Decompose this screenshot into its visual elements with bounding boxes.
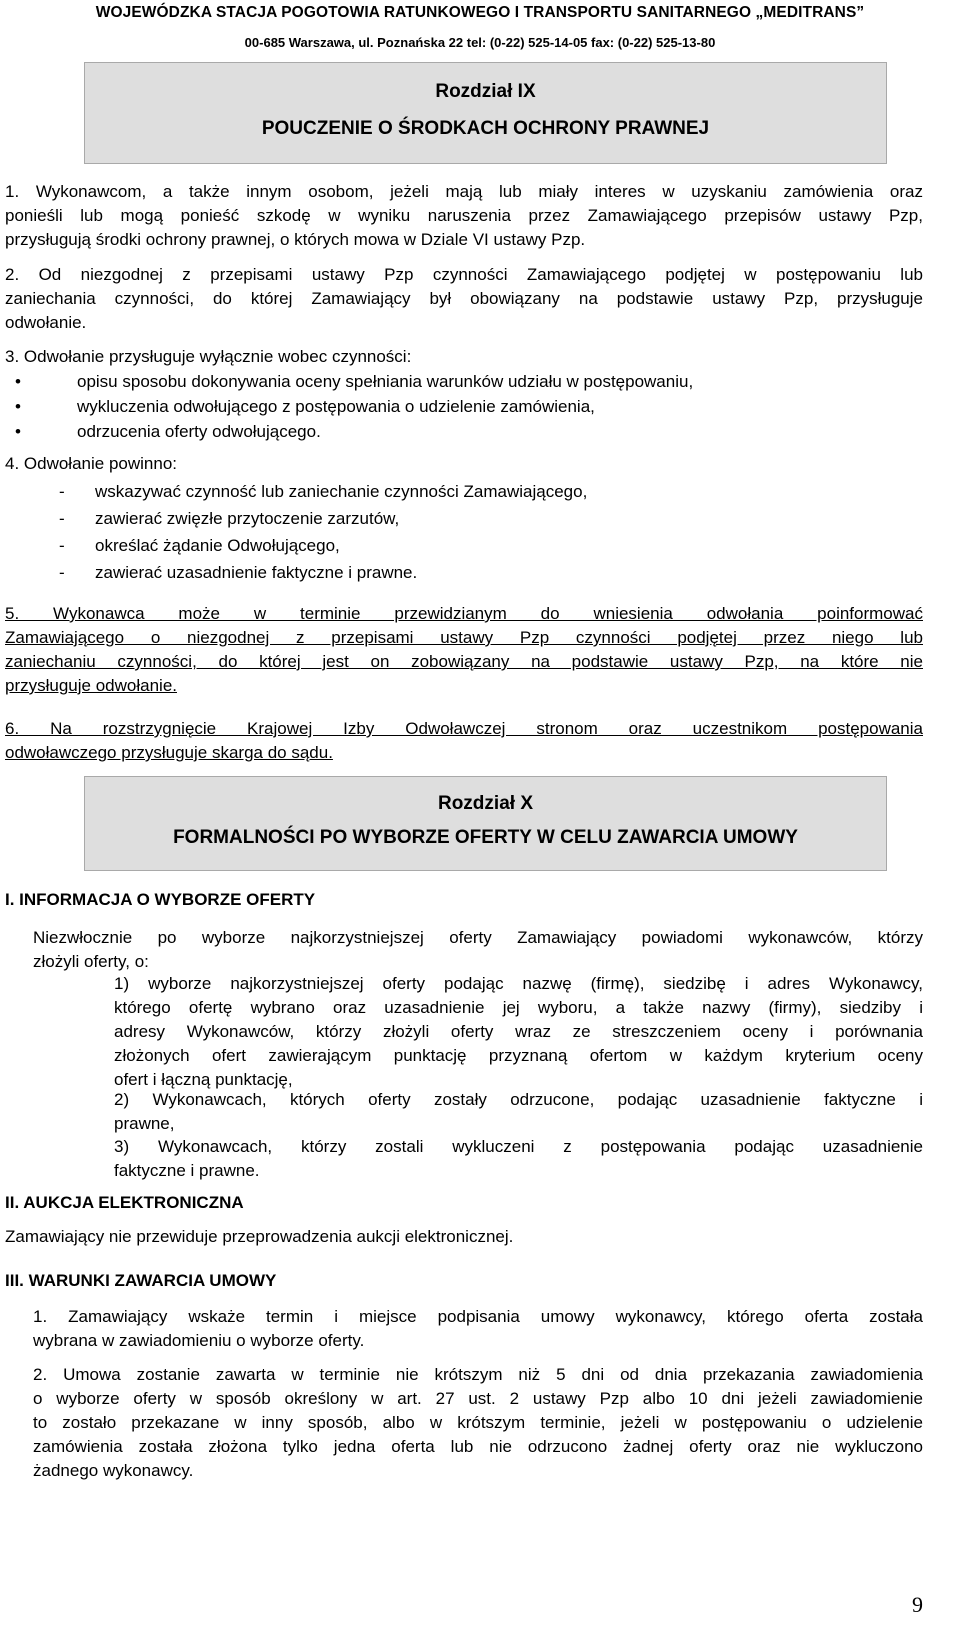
text-line: zaniechaniu czynności, do której jest on zobowiązany na podstawie ustawy Pzp, na które nie: [5, 652, 923, 671]
section-1-heading: I. INFORMACJA O WYBORZE OFERTY: [5, 890, 316, 909]
dash-text: zawierać zwięzłe przytoczenie zarzutów,: [95, 509, 400, 528]
text-line: adresy Wykonawców, którzy złożyli oferty wraz ze streszczeniem oceny i porównania: [114, 1022, 923, 1041]
bullet-text: odrzucenia oferty odwołującego.: [77, 422, 321, 441]
text-line: Zamawiającego o niezgodnej z przepisami ustawy Pzp czynności podjętej przez niego lub: [5, 628, 923, 647]
text-line: 5. Wykonawca może w terminie przewidzianym do wniesienia odwołania poinformować: [5, 604, 923, 623]
text-line: to zostało przekazane w inny sposób, albo w krótszym terminie, jeżeli w postępowaniu o udzielenie: [33, 1413, 923, 1432]
chapter-10-number: Rozdział X: [437, 793, 533, 814]
dash-list-item: [59, 561, 418, 585]
bullet-text: wykluczenia odwołującego z postępowania o udzielenie zamówienia,: [77, 397, 595, 416]
text-line: 2. Umowa zostanie zawarta w terminie nie krótszym niż 5 dni od dnia przekazania zawiadomienia: [33, 1365, 923, 1384]
section-3-heading: III. WARUNKI ZAWARCIA UMOWY: [5, 1271, 277, 1290]
dash-text: wskazywać czynność lub zaniechanie czynności Zamawiającego,: [95, 482, 588, 501]
section-1-item-3: [114, 1135, 923, 1183]
ch9-paragraph-2: [5, 263, 923, 335]
text-line: 2. Od niezgodnej z przepisami ustawy Pzp czynności Zamawiającego podjętej w postępowaniu lub: [5, 265, 923, 284]
bullet-icon: •: [15, 372, 21, 391]
bullet-list-item: [15, 395, 595, 419]
text-line: Niezwłocznie po wyborze najkorzystniejszej oferty Zamawiający powiadomi wykonawców, którzy: [33, 928, 923, 947]
text-line: prawne,: [114, 1114, 175, 1133]
page-number: 9: [912, 1592, 923, 1617]
section-2-text: Zamawiający nie przewiduje przeprowadzenia aukcji elektronicznej.: [5, 1227, 514, 1246]
section-1-intro: [33, 926, 923, 974]
ch9-paragraph-1: [5, 180, 923, 252]
text-line: przysługuje odwołanie.: [5, 676, 177, 695]
section-3-paragraph-2: [33, 1363, 923, 1483]
text-line: przysługują środki ochrony prawnej, o których mowa w Dziale VI ustawy Pzp.: [5, 230, 586, 249]
text-line: żadnego wykonawcy.: [33, 1461, 194, 1480]
dash-list-item: [59, 480, 588, 504]
chapter-10-box: [84, 776, 887, 871]
text-line: złożonych ofert zawierającym punktację przyznaną ofertom w każdym kryterium oceny: [114, 1046, 923, 1065]
text-line: ofert i łączną punktację,: [114, 1070, 293, 1089]
dash-icon: -: [59, 482, 65, 501]
section-1-item-1: [114, 972, 923, 1092]
text-line: odwoławczego przysługuje skarga do sądu.: [5, 743, 333, 762]
text-line: złożyli oferty, o:: [33, 952, 149, 971]
dash-text: określać żądanie Odwołującego,: [95, 536, 340, 555]
text-line: zamówienia została złożona tylko jedna oferta lub nie odrzucono żadnej oferty oraz nie wykluczono: [33, 1437, 923, 1456]
chapter-10-title: FORMALNOŚCI PO WYBORZE OFERTY W CELU ZAWARCIA UMOWY: [173, 827, 798, 848]
text-line: 1) wyborze najkorzystniejszej oferty podając nazwę (firmę), siedzibę i adres Wykonawcy,: [114, 974, 923, 993]
text-line: 1. Wykonawcom, a także innym osobom, jeżeli mają lub miały interes w uzyskaniu zamówienia oraz: [5, 182, 923, 201]
ch9-paragraph-6: [5, 717, 923, 765]
ch9-paragraph-3-intro: 3. Odwołanie przysługuje wyłącznie wobec czynności:: [5, 347, 412, 366]
text-line: zaniechania czynności, do której Zamawiający był obowiązany na podstawie ustawy Pzp, przysługuje: [5, 289, 923, 308]
text-line: faktyczne i prawne.: [114, 1161, 260, 1180]
ch9-paragraph-5: [5, 602, 923, 698]
dash-icon: -: [59, 536, 65, 555]
text-line: 3) Wykonawcach, którzy zostali wykluczeni z postępowania podając uzasadnienie: [114, 1137, 923, 1156]
chapter-9-box: [84, 62, 887, 164]
text-line: 2) Wykonawcach, których oferty zostały odrzucone, podając uzasadnienie faktyczne i: [114, 1090, 923, 1109]
dash-icon: -: [59, 563, 65, 582]
text-line: ponieśli lub mogą ponieść szkodę w wyniku naruszenia przez Zamawiającego przepisów ustawy Pzp,: [5, 206, 923, 225]
header-address: 00-685 Warszawa, ul. Poznańska 22 tel: (0-22) 525-14-05 fax: (0-22) 525-13-80: [244, 35, 716, 50]
dash-list-item: [59, 534, 340, 558]
header-institution: WOJEWÓDZKA STACJA POGOTOWIA RATUNKOWEGO I TRANSPORTU SANITARNEGO „MEDITRANS”: [95, 4, 865, 21]
bullet-text: opisu sposobu dokonywania oceny spełniania warunków udziału w postępowaniu,: [77, 372, 694, 391]
ch9-paragraph-4-intro: 4. Odwołanie powinno:: [5, 454, 178, 473]
text-line: wybrana w zawiadomieniu o wyborze oferty.: [33, 1331, 365, 1350]
dash-text: zawierać uzasadnienie faktyczne i prawne.: [95, 563, 418, 582]
chapter-9-number: Rozdział IX: [435, 81, 536, 102]
section-2-heading: II. AUKCJA ELEKTRONICZNA: [5, 1193, 244, 1212]
dash-list-item: [59, 507, 400, 531]
dash-icon: -: [59, 509, 65, 528]
chapter-9-title: POUCZENIE O ŚRODKACH OCHRONY PRAWNEJ: [261, 118, 710, 139]
text-line: 6. Na rozstrzygnięcie Krajowej Izby Odwoławczej stronom oraz uczestnikom postępowania: [5, 719, 923, 738]
text-line: którego ofertę wybrano oraz uzasadnienie jej wyboru, a także nazwy (firmy), siedziby i: [114, 998, 923, 1017]
text-line: odwołanie.: [5, 313, 87, 332]
bullet-list-item: [15, 370, 694, 394]
bullet-icon: •: [15, 397, 21, 416]
bullet-list-item: [15, 420, 321, 444]
text-line: 1. Zamawiający wskaże termin i miejsce podpisania umowy wykonawcy, którego oferta została: [33, 1307, 923, 1326]
section-3-paragraph-1: [33, 1305, 923, 1353]
text-line: o wyborze oferty w sposób określony w art. 27 ust. 2 ustawy Pzp albo 10 dni jeżeli zawiadomienie: [33, 1389, 923, 1408]
bullet-icon: •: [15, 422, 21, 441]
section-1-item-2: [114, 1088, 923, 1136]
